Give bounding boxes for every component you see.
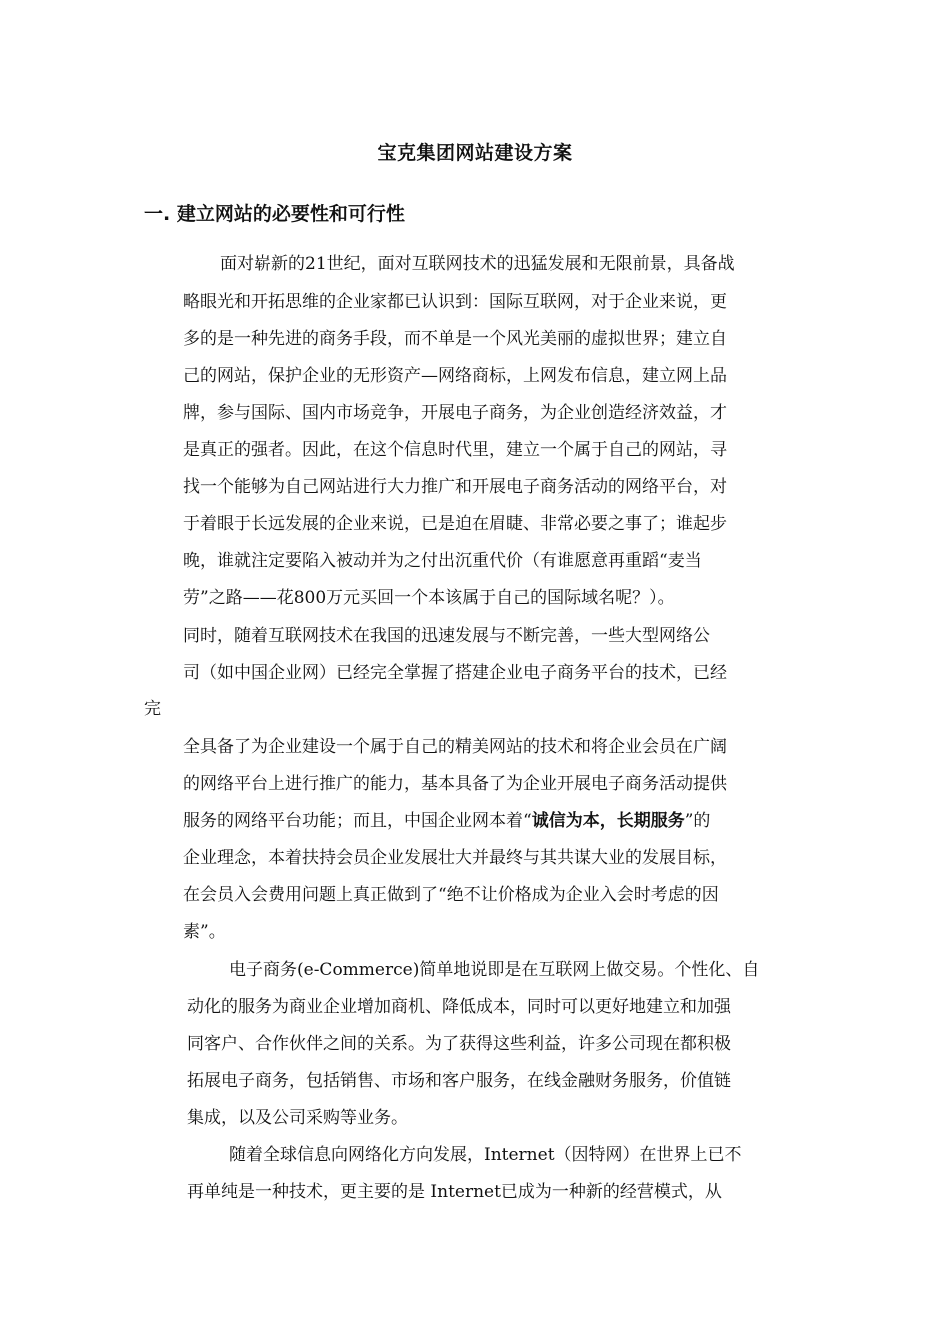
paragraph-1-line: 找一个能够为自己网站进行大力推广和开展电子商务活动的网络平台，对 [183, 477, 727, 497]
paragraph-1-line: 晚，谁就注定要陷入被动并为之付出沉重代价（有谁愿意再重蹈“麦当 [183, 551, 702, 571]
paragraph-1-line: 是真正的强者。因此，在这个信息时代里，建立一个属于自己的网站，寻 [183, 440, 727, 460]
paragraph-2-line: 同时，随着互联网技术在我国的迅速发展与不断完善，一些大型网络公 [183, 626, 710, 646]
paragraph-3-line: 同客户、合作伙伴之间的关系。为了获得这些利益，许多公司现在都积极 [187, 1034, 731, 1054]
paragraph-2-text: 服务的网络平台功能；而且，中国企业网本着“ [183, 811, 532, 831]
paragraph-1-line: 于着眼于长远发展的企业来说，已是迫在眉睫、非常必要之事了；谁起步 [183, 514, 727, 534]
paragraph-1-line: 多的是一种先进的商务手段，而不单是一个风光美丽的虚拟世界；建立自 [183, 329, 727, 349]
paragraph-2-line: 全具备了为企业建设一个属于自己的精美网站的技术和将企业会员在广阔 [183, 737, 727, 757]
paragraph-3-line: 动化的服务为商业企业增加商机、降低成本，同时可以更好地建立和加强 [187, 997, 731, 1017]
paragraph-3-line: 电子商务(e-Commerce)简单地说即是在互联网上做交易。个性化、自 [229, 960, 760, 980]
paragraph-1-line: 牌，参与国际、国内市场竞争，开展电子商务，为企业创造经济效益，才 [183, 403, 727, 423]
paragraph-2-line: 的网络平台上进行推广的能力，基本具备了为企业开展电子商务活动提供 [183, 774, 727, 794]
paragraph-1-line: 劳”之路——花800万元买回一个本该属于自己的国际域名呢？）。 [183, 588, 675, 608]
paragraph-1-line: 面对崭新的21世纪，面对互联网技术的迅猛发展和无限前景，具备战 [220, 254, 735, 274]
bold-phrase: 诚信为本，长期服务 [531, 811, 685, 831]
paragraph-2-line [183, 807, 710, 835]
paragraph-2-wrap-char: 完 [144, 699, 161, 719]
paragraph-2-text: ”的 [684, 811, 711, 831]
paragraph-2-line: 素”。 [183, 922, 226, 942]
paragraph-4-line: 再单纯是一种技术，更主要的是 Internet已成为一种新的经营模式，从 [187, 1182, 722, 1202]
section-heading: 一. 建立网站的必要性和可行性 [144, 203, 405, 225]
paragraph-3-line: 集成，以及公司采购等业务。 [187, 1108, 408, 1128]
paragraph-4-line: 随着全球信息向网络化方向发展，Internet（因特网）在世界上已不 [229, 1145, 742, 1165]
paragraph-2-line: 企业理念，本着扶持会员企业发展壮大并最终与其共谋大业的发展目标， [183, 848, 727, 868]
paragraph-2-line: 司（如中国企业网）已经完全掌握了搭建企业电子商务平台的技术，已经 [183, 663, 727, 683]
paragraph-1-line: 己的网站，保护企业的无形资产—网络商标，上网发布信息，建立网上品 [183, 366, 727, 386]
paragraph-2-line: 在会员入会费用问题上真正做到了“绝不让价格成为企业入会时考虑的因 [183, 885, 719, 905]
paragraph-1-line: 略眼光和开拓思维的企业家都已认识到：国际互联网，对于企业来说，更 [183, 292, 727, 312]
paragraph-3-line: 拓展电子商务，包括销售、市场和客户服务，在线金融财务服务，价值链 [187, 1071, 731, 1091]
document-title: 宝克集团网站建设方案 [377, 142, 573, 164]
